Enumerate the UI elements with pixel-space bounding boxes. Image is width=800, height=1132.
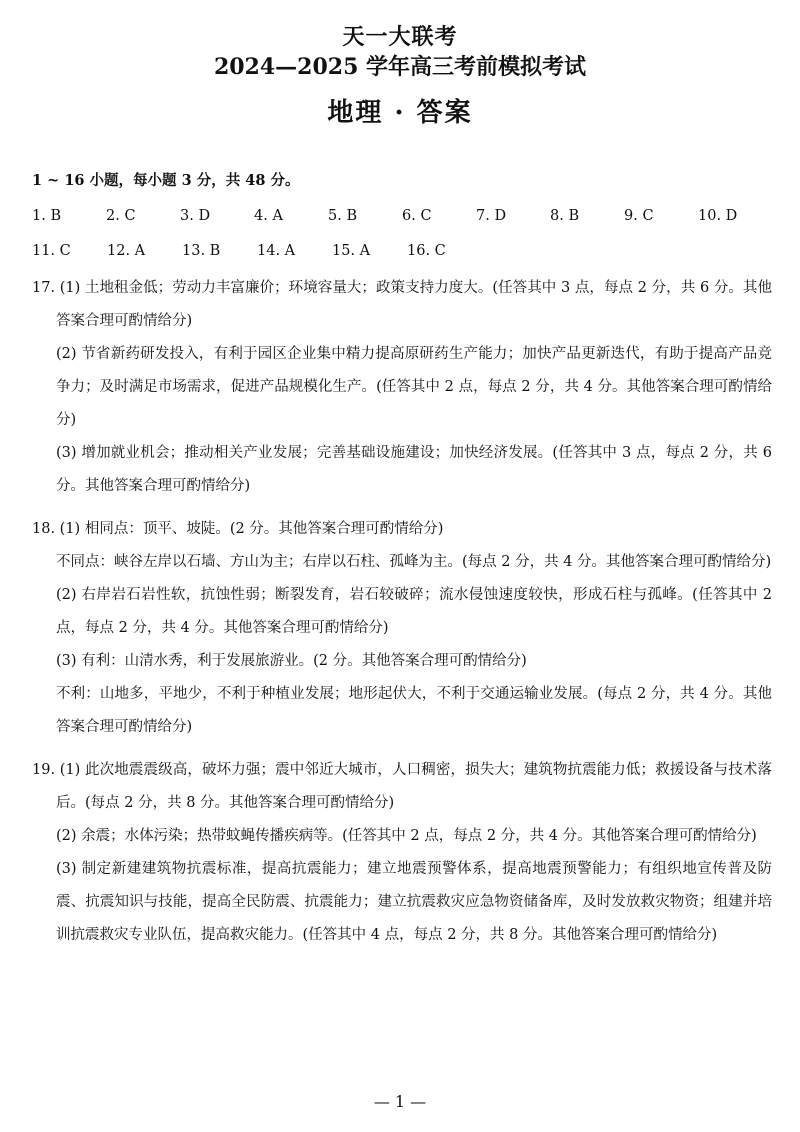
mc-row-2 bbox=[32, 240, 772, 262]
mc-answer: 15. A bbox=[332, 243, 371, 259]
org-title: 天一大联考 bbox=[342, 24, 458, 50]
mc-answer: 1. B bbox=[32, 208, 62, 224]
q17-part3: (3) 增加就业机会；推动相关产业发展；完善基础设施建设；加快经济发展。(任答其中 3 点，每点 2 分，共 6 分。其他答案合理可酌情给分) bbox=[56, 445, 772, 494]
mc-answer: 3. D bbox=[180, 208, 211, 224]
exam-title: 2024—2025 学年高三考前模拟考试 bbox=[213, 54, 587, 80]
mc-answer: 11. C bbox=[32, 243, 71, 259]
mc-answer: 4. A bbox=[254, 208, 283, 224]
question-18 bbox=[32, 513, 772, 744]
mc-intro: 1 ~ 16 小题，每小题 3 分，共 48 分。 bbox=[32, 172, 300, 189]
mc-answer: 13. B bbox=[182, 243, 221, 259]
mc-answer: 2. C bbox=[106, 208, 136, 224]
q18-part1: 18. (1) 相同点：顶平、坡陡。(2 分。其他答案合理可酌情给分) bbox=[32, 521, 444, 537]
q19-part1: 19. (1) 此次地震震级高，破坏力强；震中邻近大城市，人口稠密，损失大；建筑物抗震能力低；救援设备与技术落后。(每点 2 分，共 8 分。其他答案合理可酌情给分) bbox=[32, 762, 772, 811]
page-number: — 1 — bbox=[373, 1092, 427, 1111]
title-block bbox=[0, 22, 800, 130]
mc-answer: 5. B bbox=[328, 208, 358, 224]
mc-answer: 14. A bbox=[257, 243, 296, 259]
question-17 bbox=[32, 272, 772, 503]
q17-part1: 17. (1) 土地租金低；劳动力丰富廉价；环境容量大；政策支持力度大。(任答其中 3 点，每点 2 分，共 6 分。其他答案合理可酌情给分) bbox=[32, 280, 772, 329]
mc-answer: 10. D bbox=[698, 208, 738, 224]
q18-part3-disadvantage: 不利：山地多，平地少，不利于种植业发展；地形起伏大，不利于交通运输业发展。(每点 2 分，共 4 分。其他答案合理可酌情给分) bbox=[56, 686, 772, 735]
q18-part1-diff: 不同点：峡谷左岸以石墙、方山为主；右岸以石柱、孤峰为主。(每点 2 分，共 4 分。其他答案合理可酌情给分) bbox=[56, 554, 772, 570]
q18-part2: (2) 右岸岩石岩性软，抗蚀性弱；断裂发育，岩石较破碎；流水侵蚀速度较快，形成石柱与孤峰。(任答其中 2 点，每点 2 分，共 4 分。其他答案合理可酌情给分) bbox=[56, 587, 772, 636]
mc-answer: 12. A bbox=[107, 243, 146, 259]
q17-part2: (2) 节省新药研发投入，有利于园区企业集中精力提高原研药生产能力；加快产品更新迭代，有助于提高产品竞争力；及时满足市场需求，促进产品规模化生产。(任答其中 2 点，每点 2 分，共 4 分。其他答案合理可酌情给分) bbox=[56, 346, 772, 428]
q19-part2: (2) 余震；水体污染；热带蚊蝇传播疾病等。(任答其中 2 点，每点 2 分，共 4 分。其他答案合理可酌情给分) bbox=[56, 828, 757, 844]
mc-answer: 6. C bbox=[402, 208, 432, 224]
subject-title: 地理 · 答案 bbox=[327, 98, 473, 128]
answer-content bbox=[32, 170, 772, 952]
q19-part3: (3) 制定新建建筑物抗震标准，提高抗震能力；建立地震预警体系，提高地震预警能力；有组织地宣传普及防震、抗震知识与技能，提高全民防震、抗震能力；建立抗震救灾应急物资储备库，及时发放救灾物资；组建并培训抗震救灾专业队伍，提高救灾能力。(任答其中 4 点，每点 2 分，共 8 分。其他答案合理可酌情给分) bbox=[56, 861, 772, 943]
mc-answer: 9. C bbox=[624, 208, 654, 224]
mc-row-1 bbox=[32, 205, 772, 227]
q18-part3: (3) 有利：山清水秀，利于发展旅游业。(2 分。其他答案合理可酌情给分) bbox=[56, 653, 527, 669]
question-19 bbox=[32, 754, 772, 952]
mc-answer: 8. B bbox=[550, 208, 580, 224]
mc-answer: 7. D bbox=[476, 208, 507, 224]
mc-answer: 16. C bbox=[407, 243, 446, 259]
